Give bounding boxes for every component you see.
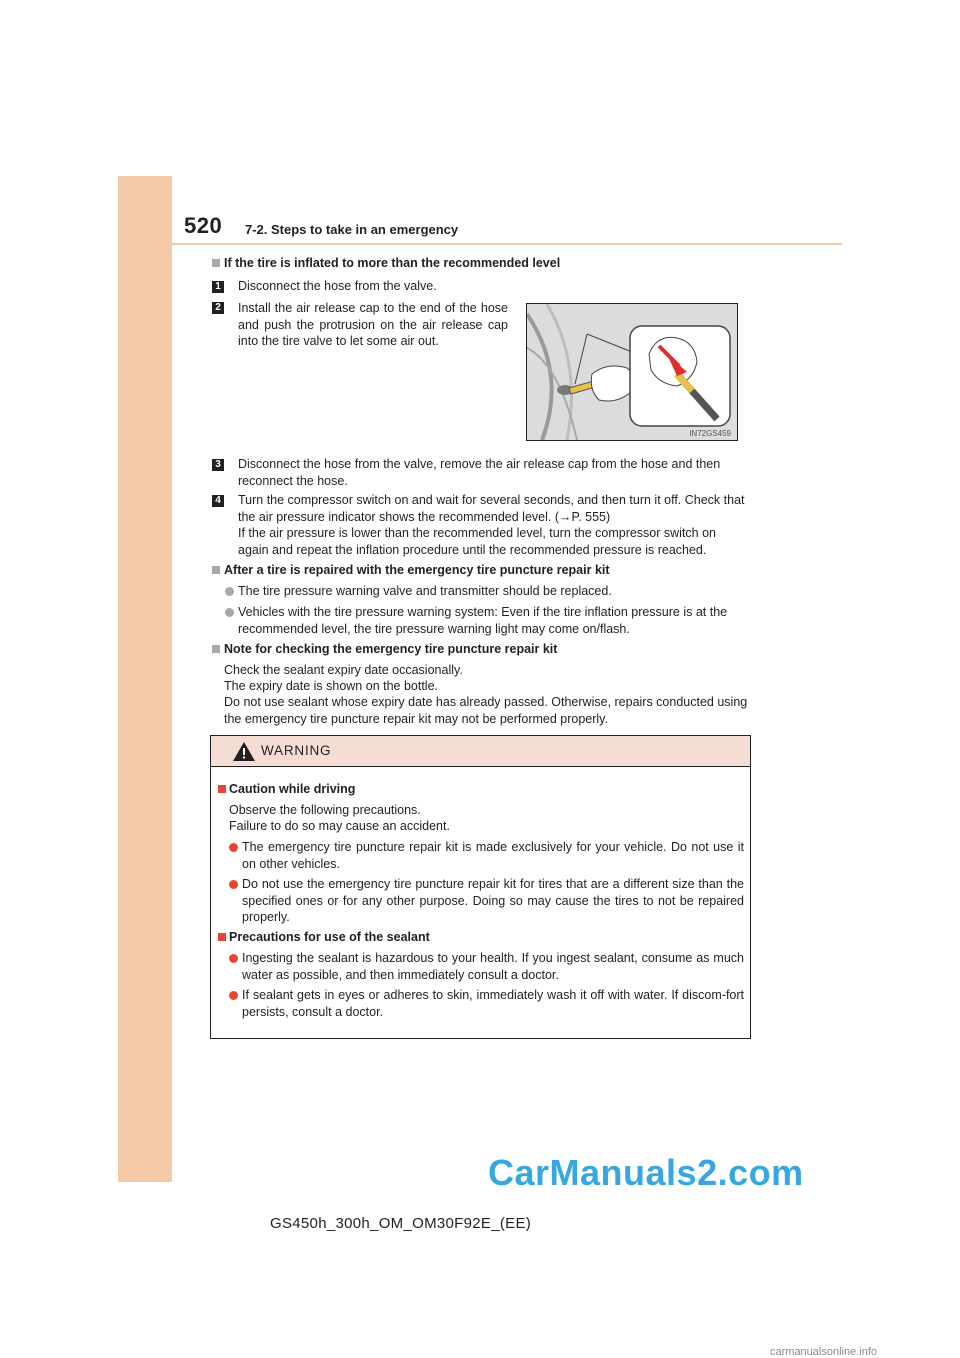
warning-heading-caution: Caution while driving (229, 782, 356, 796)
chapter-tab-sidebar (118, 176, 172, 1182)
step-number-1: 1 (212, 281, 224, 293)
warning-section-bullet-icon (218, 785, 226, 793)
note-line-2: The expiry date is shown on the bottle. (224, 679, 439, 693)
section-bullet-icon (212, 259, 220, 267)
illustration-code: IN72GS459 (689, 429, 731, 438)
warning-section-bullet-icon (218, 933, 226, 941)
step-2-text: Install the air release cap to the end of the hose and push the protrusion on the air release cap into the tire valve to let some air out. (238, 301, 508, 348)
note-line-1: Check the sealant expiry date occasionally. (224, 663, 463, 677)
section-heading-overinflated: If the tire is inflated to more than the recommended level (224, 256, 561, 270)
step-1-text: Disconnect the hose from the valve. (238, 279, 437, 293)
section-bullet-icon (212, 645, 220, 653)
warning-header (211, 736, 750, 767)
warning-sealant-bullet-1: Ingesting the sealant is hazardous to your health. If you ingest sealant, consume as much water as possible, and then immediately consult a doctor. (242, 951, 744, 982)
header-divider (172, 243, 842, 245)
section-heading-after-repair: After a tire is repaired with the emergency tire puncture repair kit (224, 563, 610, 577)
step-3-text: Disconnect the hose from the valve, remove the air release cap from the hose and then reconnect the hose. (238, 457, 721, 488)
section-title: 7-2. Steps to take in an emergency (245, 222, 459, 237)
warning-triangle-icon (233, 742, 255, 761)
warning-bullet-dot-icon (229, 843, 238, 852)
warning-bullet-dot-icon (229, 880, 238, 889)
watermark-bottom: carmanualsonline.info (770, 1346, 878, 1358)
section-heading-note-checking: Note for checking the emergency tire puncture repair kit (224, 642, 558, 656)
tire-valve-diagram (527, 304, 737, 440)
warning-caution-bullet-2: Do not use the emergency tire puncture repair kit for tires that are a different size than the specified ones or for any other purpose. Doing so may cause the tires to not be repaired properly. (242, 877, 744, 924)
step-number-3: 3 (212, 459, 224, 471)
page-number: 520 (184, 213, 223, 238)
step-number-4: 4 (212, 495, 224, 507)
warning-title: WARNING (261, 743, 332, 758)
warning-bullet-dot-icon (229, 991, 238, 1000)
footer-manual-code: GS450h_300h_OM_OM30F92E_(EE) (270, 1215, 532, 1232)
warning-box (210, 735, 751, 1039)
warning-caution-intro-1: Observe the following precautions. (229, 803, 421, 817)
warning-heading-sealant: Precautions for use of the sealant (229, 930, 430, 944)
warning-sealant-bullet-2: If sealant gets in eyes or adheres to skin, immediately wash it off with water. If discom-fort persists, consult a doctor. (242, 988, 744, 1019)
warning-caution-intro-2: Failure to do so may cause an accident. (229, 819, 450, 833)
step-4-text: Turn the compressor switch on and wait for several seconds, and then turn it off. Check that the air pressure indicator shows the recommended level. (→P. 555) (238, 493, 745, 524)
after-repair-bullet-2: Vehicles with the tire pressure warning system: Even if the tire inflation pressure is at the recommended level, the tire pressure warning light may come on/flash. (238, 605, 728, 636)
step-4-note: If the air pressure is lower than the recommended level, turn the compressor switch on again and repeat the inflation procedure until the recommended pressure is reached. (238, 526, 716, 557)
section-bullet-icon (212, 566, 220, 574)
note-line-3: Do not use sealant whose expiry date has already passed. Otherwise, repairs conducted using the emergency tire puncture repair kit may not be performed properly. (224, 695, 748, 726)
warning-caution-bullet-1: The emergency tire puncture repair kit is made exclusively for your vehicle. Do not use it on other vehicles. (242, 840, 744, 871)
bullet-dot-icon (225, 608, 234, 617)
after-repair-bullet-1: The tire pressure warning valve and transmitter should be replaced. (238, 584, 612, 598)
step-number-2: 2 (212, 302, 224, 314)
bullet-dot-icon (225, 587, 234, 596)
watermark-logo: CarManuals2.com (488, 1152, 804, 1193)
air-release-cap-illustration (526, 303, 738, 441)
warning-bullet-dot-icon (229, 954, 238, 963)
